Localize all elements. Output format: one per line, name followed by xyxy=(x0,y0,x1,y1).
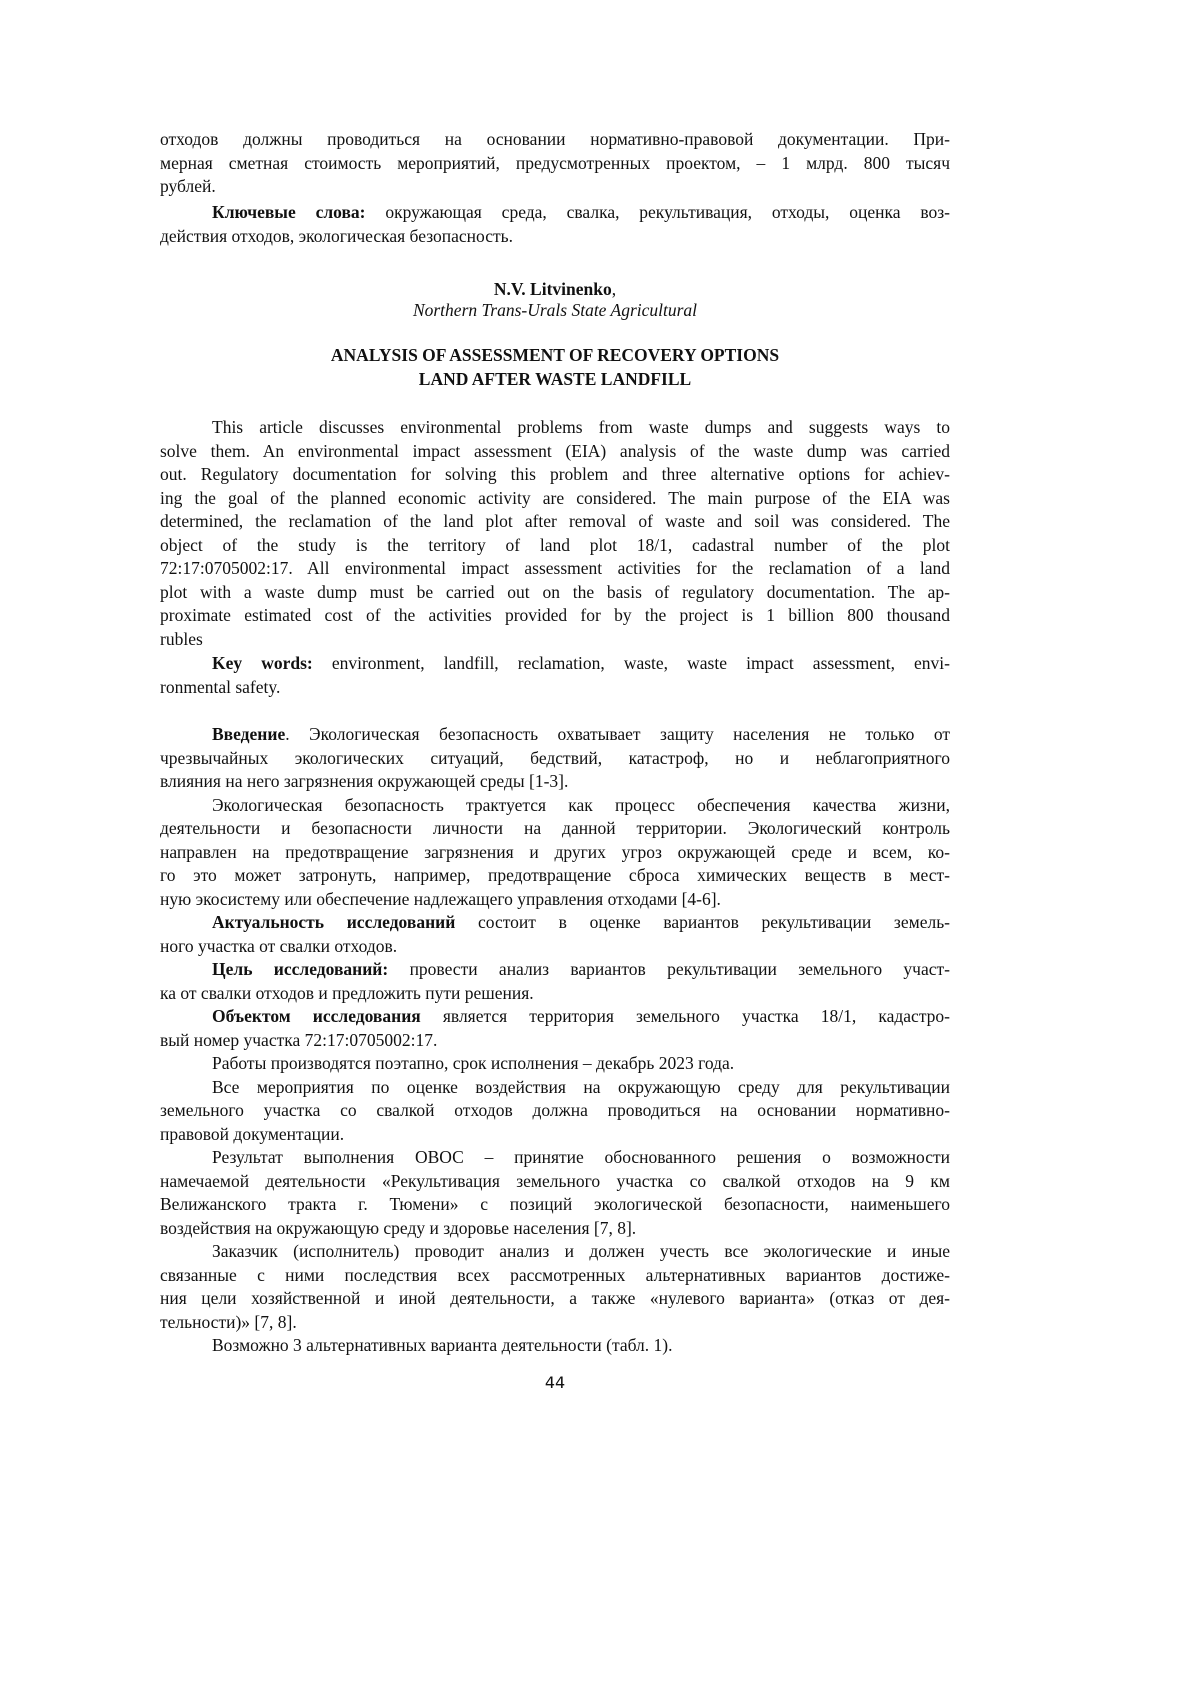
text: ronmental safety. xyxy=(160,677,280,697)
text-line xyxy=(160,201,950,225)
text: мерная сметная стоимость мероприятий, предусмотренных проектом, – 1 млрд. 800 тысяч xyxy=(160,153,950,173)
text-line xyxy=(160,1193,950,1217)
text-line xyxy=(160,911,950,935)
text-line xyxy=(160,1029,950,1053)
text: Работы производятся поэтапно, срок исполнения – декабрь 2023 года. xyxy=(212,1053,734,1073)
text-line xyxy=(160,817,950,841)
text: является территория земельного участка 18/1, кадастро- xyxy=(421,1006,950,1026)
text-line xyxy=(160,982,950,1006)
text: отходов должны проводиться на основании нормативно-правовой документации. При- xyxy=(160,129,950,149)
bold-lead: N.V. Litvinenko xyxy=(494,279,612,299)
italic-text: Northern Trans-Urals State Agricultural xyxy=(413,300,697,320)
text-line xyxy=(160,581,950,605)
text: воздействия на окружающую среду и здоровье населения [7, 8]. xyxy=(160,1218,636,1238)
text-line xyxy=(160,300,950,321)
text-line xyxy=(160,723,950,747)
bold-lead: Ключевые слова: xyxy=(212,202,366,222)
text: ного участка от свалки отходов. xyxy=(160,936,397,956)
text-line xyxy=(160,368,950,392)
text-line xyxy=(160,1311,950,1335)
text-line xyxy=(160,1334,950,1358)
paragraph xyxy=(160,1052,950,1076)
text-line xyxy=(160,1005,950,1029)
text-line xyxy=(160,225,950,249)
text: Экологическая безопасность трактуется как процесс обеспечения качества жизни, xyxy=(212,795,950,815)
paragraph xyxy=(160,1240,950,1334)
ru-abstract-end xyxy=(160,128,950,199)
text-line xyxy=(160,344,950,368)
bold-lead: Key words: xyxy=(212,653,313,673)
text-line xyxy=(160,1287,950,1311)
text-line xyxy=(160,604,950,628)
text: Велижанского тракта г. Тюмени» с позиций экологической безопасности, наименьшего xyxy=(160,1194,950,1214)
text-line xyxy=(160,1240,950,1264)
text: Заказчик (исполнитель) проводит анализ и должен учесть все экологические и иные xyxy=(212,1241,950,1261)
paragraph xyxy=(160,958,950,1005)
text: Результат выполнения ОВОС – принятие обоснованного решения о возможности xyxy=(212,1147,950,1167)
text-line xyxy=(160,1170,950,1194)
text-line xyxy=(160,747,950,771)
bold-lead: Актуальность исследований xyxy=(212,912,455,932)
text-line xyxy=(160,888,950,912)
page-number: 44 xyxy=(0,1373,1110,1392)
paragraph xyxy=(160,794,950,912)
text: связанные с ними последствия всех рассмотренных альтернативных вариантов достиже- xyxy=(160,1265,950,1285)
text: деятельности и безопасности личности на данной территории. Экологический контроль xyxy=(160,818,950,838)
text: out. Regulatory documentation for solving this problem and three alternative options for achiev- xyxy=(160,464,950,484)
en-keywords xyxy=(160,652,950,699)
text: proximate estimated cost of the activities provided for by the project is 1 billion 800 thousand xyxy=(160,605,950,625)
title xyxy=(160,344,950,391)
text: окружающая среда, свалка, рекультивация, отходы, оценка воз- xyxy=(366,202,951,222)
text-line xyxy=(160,676,950,700)
paragraph xyxy=(160,1005,950,1052)
text-line xyxy=(160,1099,950,1123)
text-line xyxy=(160,510,950,534)
text-line xyxy=(160,1076,950,1100)
text: ния цели хозяйственной и иной деятельности, а также «нулевого варианта» (отказ от дея- xyxy=(160,1288,950,1308)
bold-lead: Цель исследований: xyxy=(212,959,388,979)
text-line xyxy=(160,279,950,300)
text: тельности)» [7, 8]. xyxy=(160,1312,297,1332)
bold-lead: ANALYSIS OF ASSESSMENT OF RECOVERY OPTIONS xyxy=(331,345,779,365)
ru-keywords xyxy=(160,201,950,248)
text: намечаемой деятельности «Рекультивация земельного участка со свалкой отходов на 9 км xyxy=(160,1171,950,1191)
text: рублей. xyxy=(160,176,216,196)
text: вый номер участка 72:17:0705002:17. xyxy=(160,1030,437,1050)
text-line xyxy=(160,652,950,676)
text-line xyxy=(160,534,950,558)
body xyxy=(160,723,950,1358)
text: ную экосистему или обеспечение надлежащего управления отходами [4-6]. xyxy=(160,889,721,909)
text: 72:17:0705002:17. All environmental impact assessment activities for the reclamation of a land xyxy=(160,558,950,578)
text: determined, the reclamation of the land plot after removal of waste and soil was considered. The xyxy=(160,511,950,531)
text-line xyxy=(160,770,950,794)
bold-lead: Введение xyxy=(212,724,285,744)
text: . Экологическая безопасность охватывает защиту населения не только от xyxy=(285,724,950,744)
paragraph xyxy=(160,723,950,794)
paragraph xyxy=(160,1076,950,1147)
text: ing the goal of the planned economic activity are considered. The main purpose of the EIA was xyxy=(160,488,950,508)
text: ка от свалки отходов и предложить пути решения. xyxy=(160,983,534,1003)
text-line xyxy=(160,628,950,652)
text-line xyxy=(160,416,950,440)
text: , xyxy=(612,279,616,299)
text-line xyxy=(160,128,950,152)
text-line xyxy=(160,557,950,581)
text: го это может затронуть, например, предотвращение сброса химических веществ в мест- xyxy=(160,865,950,885)
text: влияния на него загрязнения окружающей среды [1-3]. xyxy=(160,771,568,791)
text: чрезвычайных экологических ситуаций, бедствий, катастроф, но и неблагоприятного xyxy=(160,748,950,768)
bold-lead: Объектом исследования xyxy=(212,1006,421,1026)
text-line xyxy=(160,864,950,888)
text-line xyxy=(160,1123,950,1147)
text: правовой документации. xyxy=(160,1124,344,1144)
text: This article discusses environmental problems from waste dumps and suggests ways to xyxy=(212,417,950,437)
paragraph xyxy=(160,1334,950,1358)
text: Возможно 3 альтернативных варианта деятельности (табл. 1). xyxy=(212,1335,673,1355)
text-line xyxy=(160,841,950,865)
text-line xyxy=(160,935,950,959)
text: действия отходов, экологическая безопасность. xyxy=(160,226,513,246)
text: направлен на предотвращение загрязнения и других угроз окружающей среде и всем, ко- xyxy=(160,842,950,862)
text: земельного участка со свалкой отходов должна проводиться на основании нормативно- xyxy=(160,1100,950,1120)
text: solve them. An environmental impact assessment (EIA) analysis of the waste dump was carried xyxy=(160,441,950,461)
text-line xyxy=(160,794,950,818)
en-abstract xyxy=(160,416,950,651)
text-line xyxy=(160,440,950,464)
bold-lead: LAND AFTER WASTE LANDFILL xyxy=(419,369,691,389)
text-line xyxy=(160,1146,950,1170)
text: Все мероприятия по оценке воздействия на окружающую среду для рекультивации xyxy=(212,1077,950,1097)
author xyxy=(160,279,950,321)
text-line xyxy=(160,1217,950,1241)
text-line xyxy=(160,463,950,487)
text: провести анализ вариантов рекультивации земельного участ- xyxy=(388,959,950,979)
text-line xyxy=(160,1264,950,1288)
text: plot with a waste dump must be carried out on the basis of regulatory documentation. The ap- xyxy=(160,582,950,602)
text: rubles xyxy=(160,629,203,649)
text-line xyxy=(160,1052,950,1076)
text-line xyxy=(160,175,950,199)
text: object of the study is the territory of land plot 18/1, cadastral number of the plot xyxy=(160,535,950,555)
text-line xyxy=(160,958,950,982)
text: environment, landfill, reclamation, waste, waste impact assessment, envi- xyxy=(313,653,950,673)
text-line xyxy=(160,152,950,176)
text: состоит в оценке вариантов рекультивации земель- xyxy=(455,912,950,932)
paragraph xyxy=(160,911,950,958)
paragraph xyxy=(160,1146,950,1240)
text-line xyxy=(160,487,950,511)
